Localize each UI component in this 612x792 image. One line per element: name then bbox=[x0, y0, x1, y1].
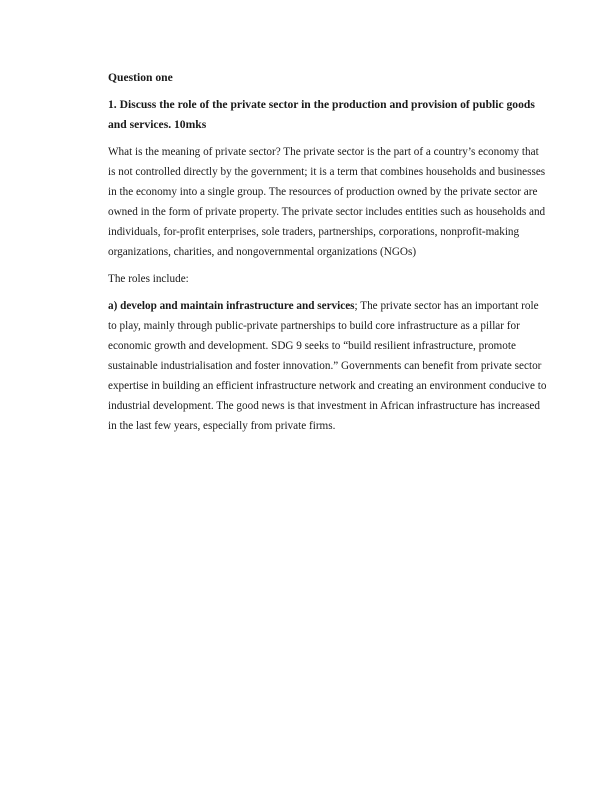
role-a-title: a) develop and maintain infrastructure and services bbox=[108, 300, 355, 312]
intro-paragraph: What is the meaning of private sector? The private sector is the part of a country’s economy that is not controlled directly by the government; it is a term that combines households and businesses in the economy into a single group. The resources of production owned by the private sector are owned in the form of private property. The private sector includes entities such as households and individuals, for-profit enterprises, sole traders, partnerships, corporations, nonprofit-making organizations, charities, and nongovernmental organizations (NGOs) bbox=[108, 146, 546, 258]
roles-intro: The roles include: bbox=[108, 273, 189, 285]
section-heading: Question one bbox=[108, 71, 173, 84]
role-a-paragraph bbox=[108, 296, 548, 436]
document-page bbox=[108, 68, 548, 443]
question-text: 1. Discuss the role of the private sector in the production and provision of public goods and services. 10mks bbox=[108, 98, 535, 131]
role-a-body: ; The private sector has an important role to play, mainly through public-private partnerships to build core infrastructure as a pillar for economic growth and development. SDG 9 seeks to “build resilient infrastructure, promote sustainable industrialisation and foster innovation.” Governments can benefit from private sector expertise in building an efficient infrastructure network and creating an environment conducive to industrial development. The good news is that investment in African infrastructure has increased in the last few years, especially from private firms. bbox=[108, 300, 547, 432]
